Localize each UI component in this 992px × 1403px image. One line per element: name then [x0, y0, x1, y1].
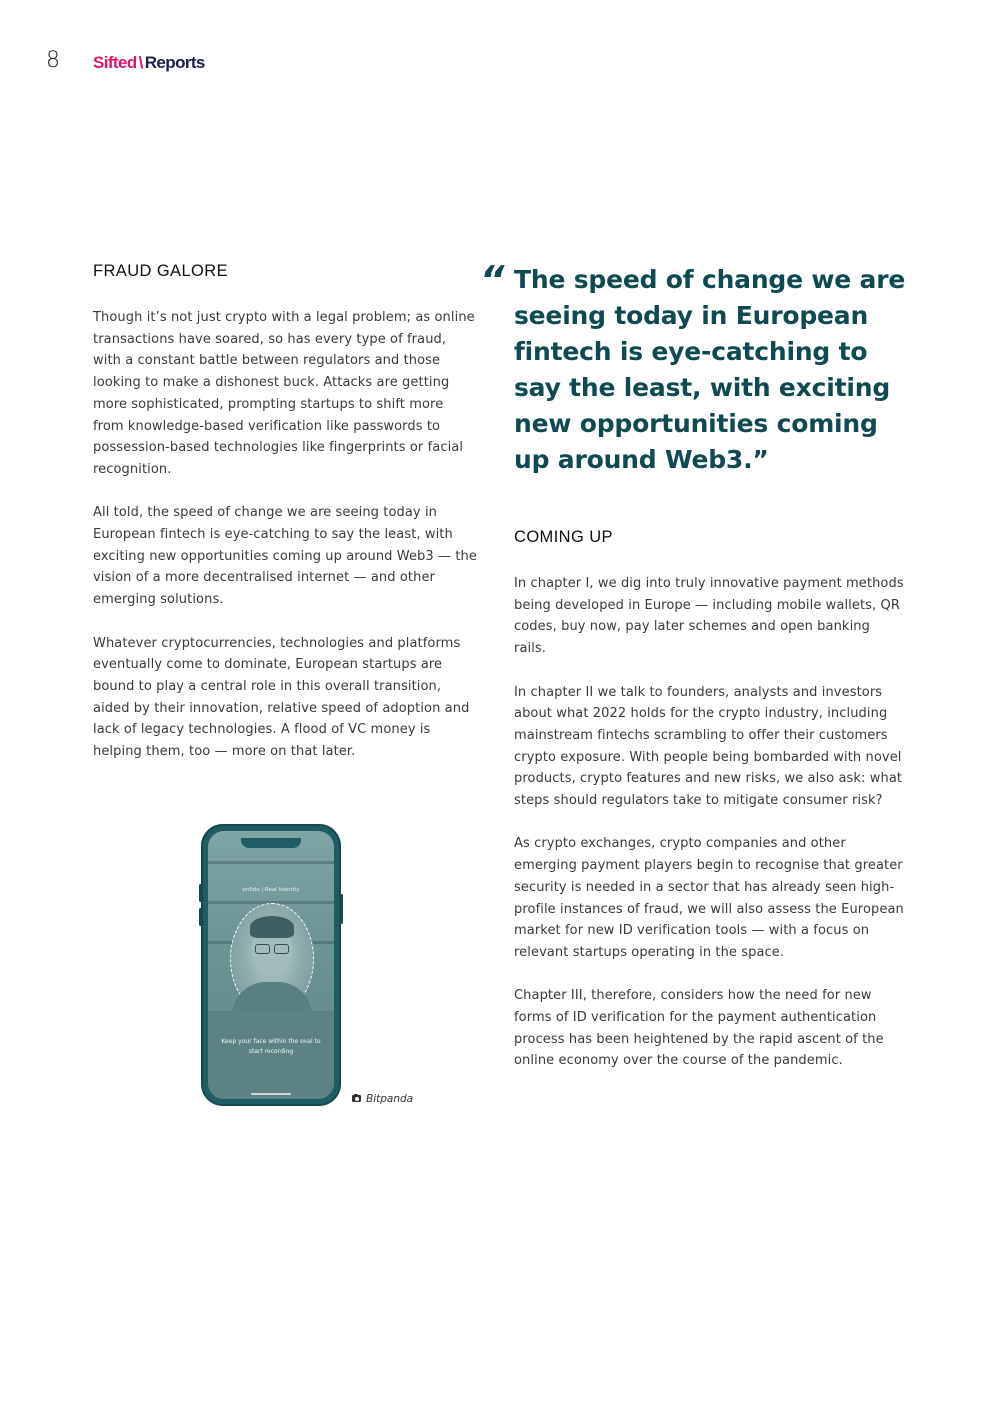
- right-column: [514, 528, 904, 1094]
- page-number: 8: [46, 48, 60, 73]
- section-heading-coming-up: COMING UP: [514, 528, 613, 546]
- onfido-logo: [208, 887, 334, 893]
- body-paragraph: Chapter III, therefore, considers how the need for new forms of ID verification for the payment authentication process has been heightened by the rapid ascent of the online economy over the course of the pandemic.: [514, 988, 884, 1069]
- quote-mark-icon: “: [480, 258, 505, 302]
- body-paragraph: Though it’s not just crypto with a legal problem; as online transactions have soared, so has every type of fraud, with a constant battle between regulators and those looking to make a dishonest buck. Attacks are getting more sophisticated, prompting startups to shift more from knowledge-based verification like passwords to possession-based technologies like fingerprints or facial recognition.: [93, 310, 475, 477]
- section-heading-fraud-galore: FRAUD GALORE: [93, 262, 228, 280]
- body-paragraph: All told, the speed of change we are seeing today in European fintech is eye-catching to say the least, with exciting new opportunities coming up around Web3 — the vision of a more decentralised internet — and other emerging solutions.: [93, 505, 477, 608]
- body-paragraph: In chapter II we talk to founders, analysts and investors about what 2022 holds for the crypto industry, including mainstream fintechs scrambling to offer their customers crypto exposure. With people being bombarded with novel products, crypto features and new risks, we also ask: what steps should regulators take to mitigate consumer risk?: [514, 684, 903, 809]
- sifted-reports-logo: [93, 53, 205, 73]
- left-column: [93, 262, 478, 784]
- body-paragraph: In chapter I, we dig into truly innovative payment methods being developed in Europe — including mobile wallets, QR codes, buy now, pay later schemes and open banking rails.: [514, 576, 904, 657]
- phone-side-button: [340, 894, 343, 924]
- glasses-illustration: [255, 944, 289, 952]
- app-brand-text: onfido | Real Identity: [242, 887, 300, 893]
- brand-reports: Reports: [144, 53, 205, 72]
- hair-illustration: [250, 916, 294, 938]
- caption-text: Bitpanda: [366, 1093, 414, 1105]
- body-paragraph: As crypto exchanges, crypto companies and other emerging payment players begin to recognise that greater security is needed in a sector that has already seen high-profile instances of fraud, we will also assess the European market for new ID verification tools — with a focus on relevant startups operating in the space.: [514, 836, 904, 960]
- phone-notch: [241, 838, 301, 848]
- pull-quote-text: The speed of change we are seeing today in European fintech is eye-catching to say the least, with exciting new opportunities coming up around Web3.”: [514, 265, 906, 474]
- camera-icon: [352, 1095, 361, 1102]
- photo-caption: [352, 1093, 413, 1105]
- brand-separator: \: [138, 53, 143, 72]
- face-instruction-text: Keep your face within the oval to start recording: [221, 1038, 321, 1055]
- body-paragraph: Whatever cryptocurrencies, technologies and platforms eventually come to dominate, European startups are bound to play a central role in this overall transition, aided by their innovation, relative speed of adoption and lack of legacy technologies. A flood of VC money is helping them, too — more on that later.: [93, 635, 470, 760]
- phone-side-button: [199, 908, 202, 926]
- phone-screen: [208, 831, 334, 1099]
- phone-side-button: [199, 884, 202, 902]
- brand-sifted: Sifted: [93, 53, 137, 72]
- phone-mockup-image: [201, 824, 341, 1106]
- home-indicator: [251, 1093, 291, 1095]
- background-shelf: [208, 861, 334, 864]
- face-capture-oval: [230, 903, 314, 1015]
